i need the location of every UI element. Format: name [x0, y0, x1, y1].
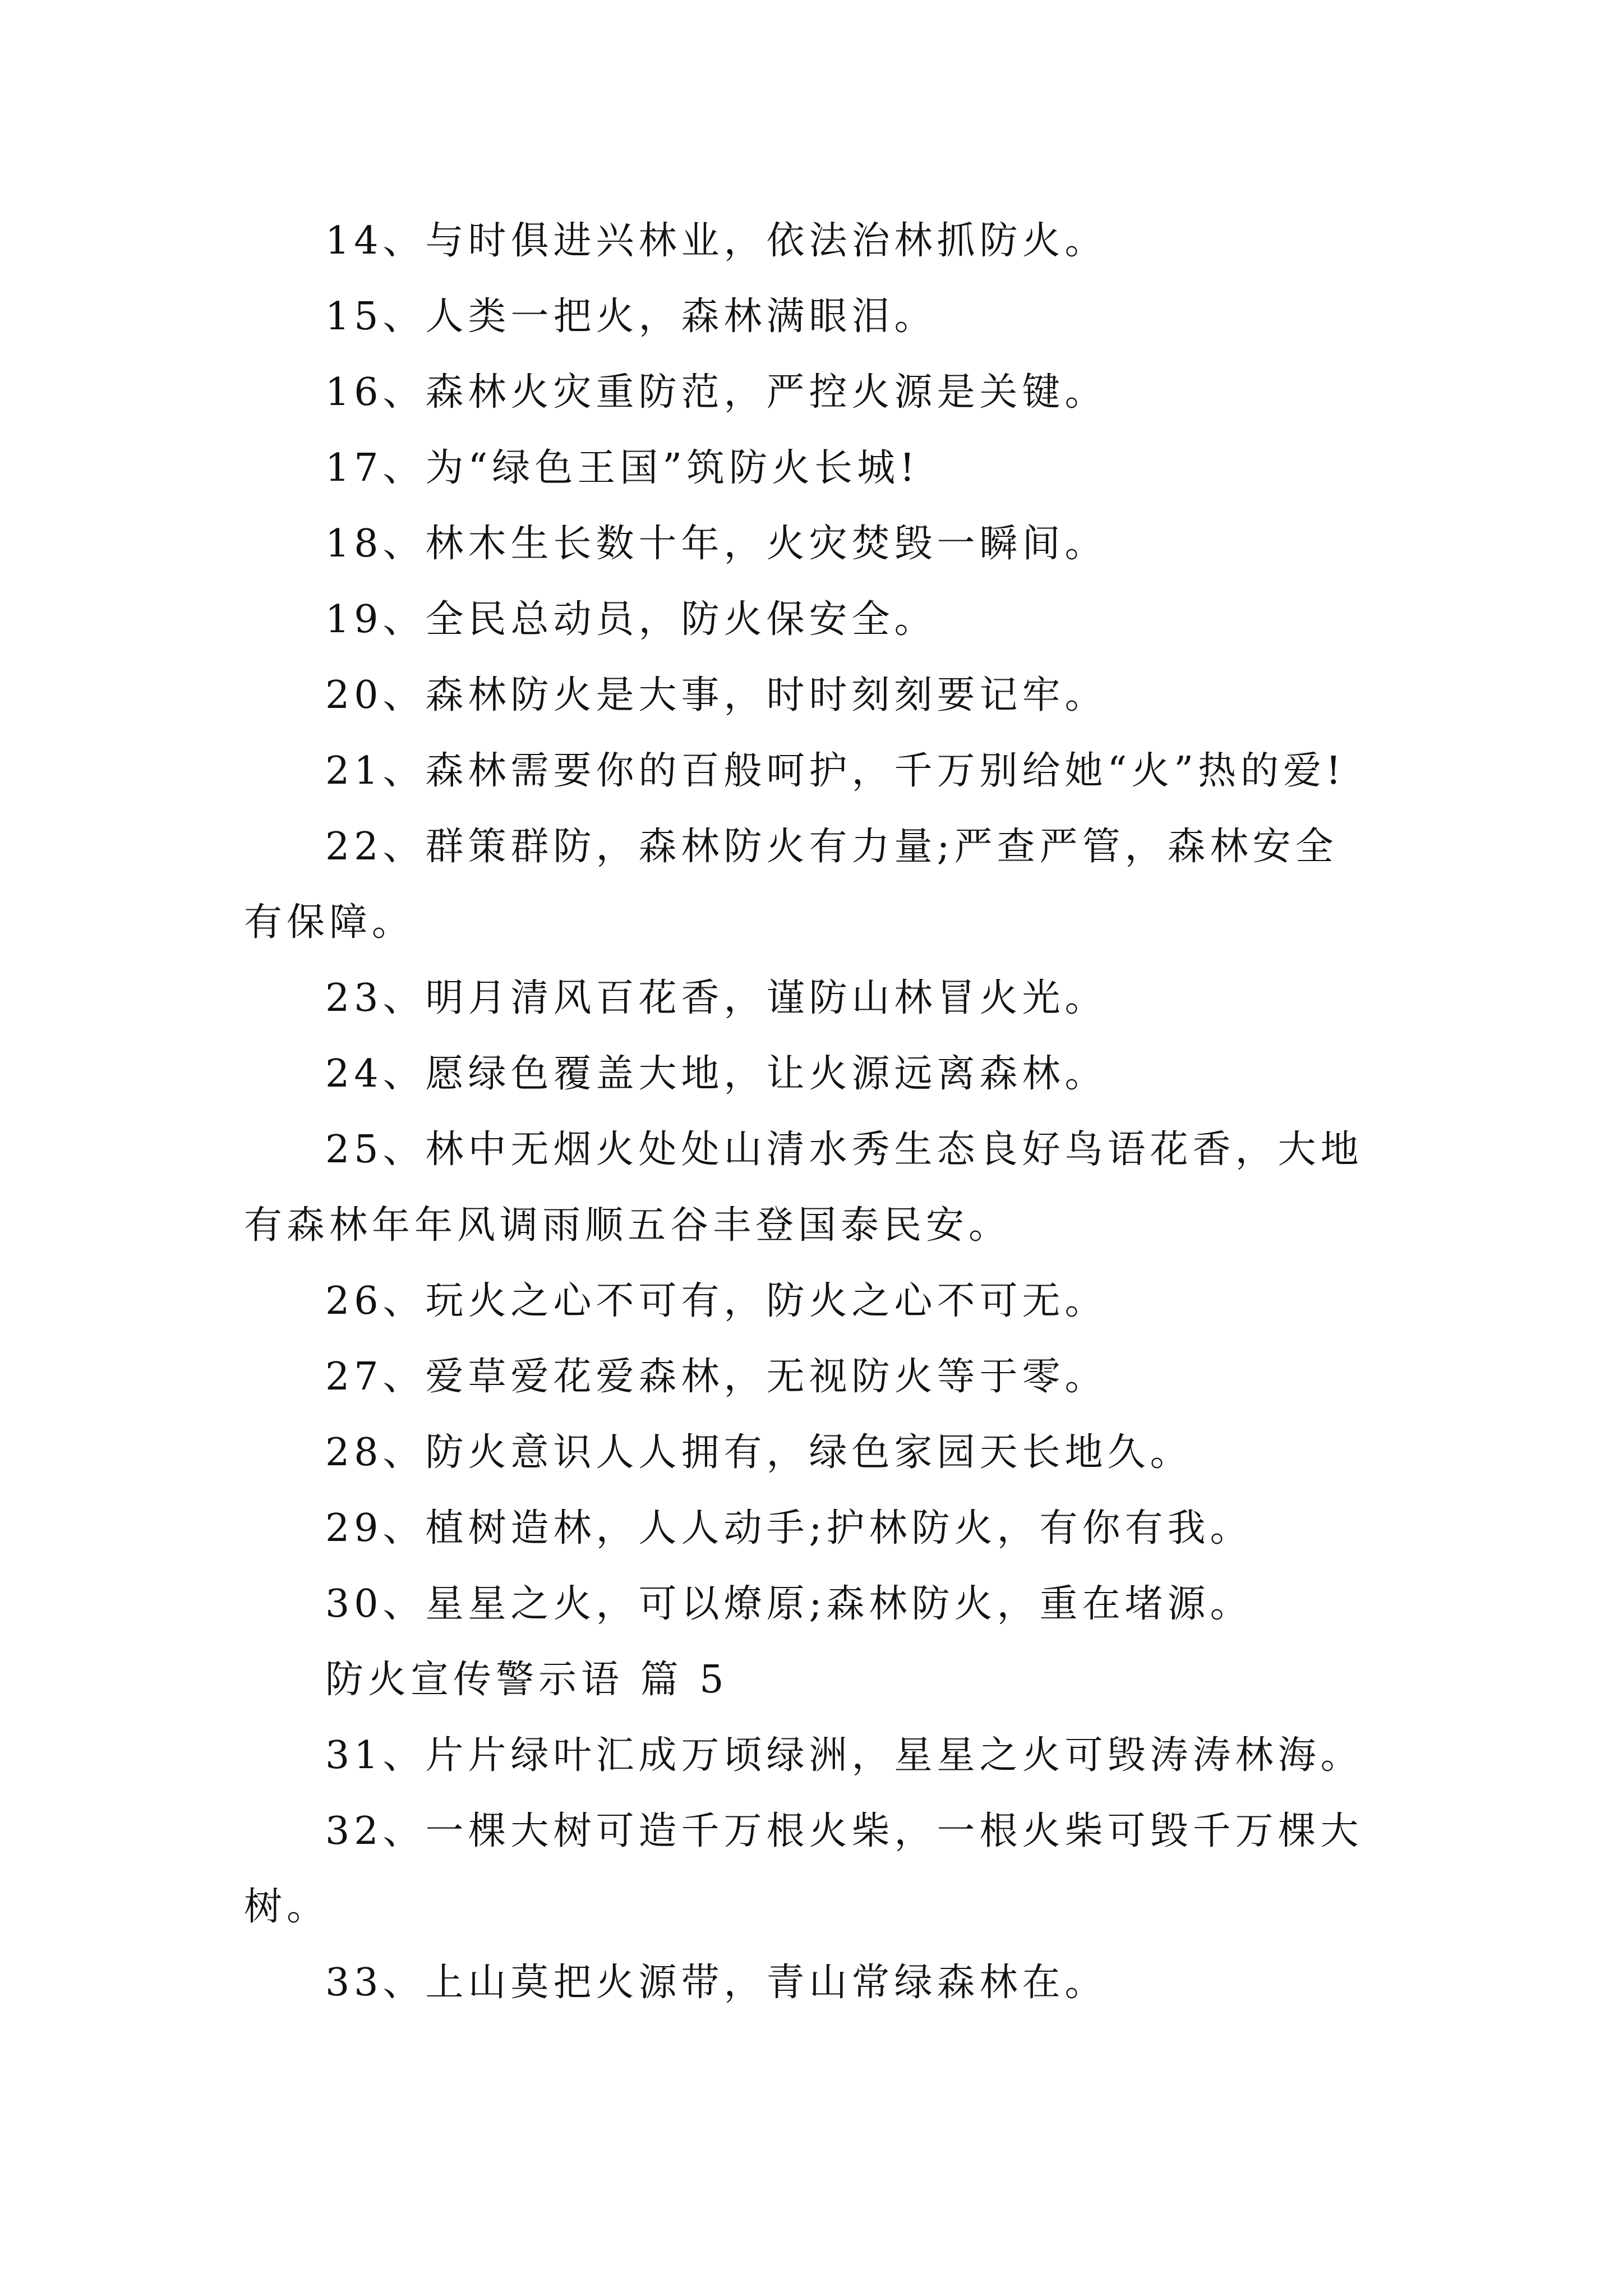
slogan-29: 29、植树造林，人人动手;护林防火，有你有我。: [325, 1506, 1253, 1550]
slogan-33: 33、上山莫把火源带，青山常绿森林在。: [325, 1961, 1108, 2005]
slogan-28: 28、防火意识人人拥有，绿色家园天长地久。: [325, 1430, 1193, 1475]
slogan-30: 30、星星之火，可以燎原;森林防火，重在堵源。: [325, 1582, 1253, 1626]
slogan-17: 17、为“绿色王国”筑防火长城!: [325, 446, 920, 490]
slogan-18: 18、林木生长数十年，火灾焚毁一瞬间。: [325, 522, 1108, 566]
slogan-27: 27、爱草爱花爱森林，无视防火等于零。: [325, 1355, 1108, 1399]
slogan-25: 25、林中无烟火处处山清水秀生态良好鸟语花香，大地: [325, 1128, 1363, 1172]
slogan-32: 32、一棵大树可造千万根火柴，一根火柴可毁千万棵大: [325, 1809, 1363, 1853]
slogan-25-continued: 有森林年年风调雨顺五谷丰登国泰民安。: [244, 1203, 1012, 1248]
slogan-31: 31、片片绿叶汇成万顷绿洲，星星之火可毁涛涛林海。: [325, 1733, 1363, 1778]
slogan-22: 22、群策群防，森林防火有力量;严查严管，森林安全: [325, 825, 1338, 869]
slogan-16: 16、森林火灾重防范，严控火源是关键。: [325, 370, 1108, 415]
slogan-23: 23、明月清风百花香，谨防山林冒火光。: [325, 976, 1108, 1020]
slogan-22-continued: 有保障。: [244, 900, 415, 945]
slogan-19: 19、全民总动员，防火保安全。: [325, 597, 937, 642]
slogan-14: 14、与时俱进兴林业，依法治林抓防火。: [325, 219, 1108, 263]
slogan-21: 21、森林需要你的百般呵护，千万别给她“火”热的爱!: [325, 749, 1346, 793]
slogan-20: 20、森林防火是大事，时时刻刻要记牢。: [325, 673, 1108, 717]
section-heading: 防火宣传警示语 篇 5: [325, 1658, 728, 1702]
slogan-24: 24、愿绿色覆盖大地，让火源远离森林。: [325, 1052, 1108, 1096]
slogan-15: 15、人类一把火，森林满眼泪。: [325, 295, 937, 339]
slogan-26: 26、玩火之心不可有，防火之心不可无。: [325, 1279, 1108, 1323]
slogan-32-continued: 树。: [244, 1885, 330, 1929]
